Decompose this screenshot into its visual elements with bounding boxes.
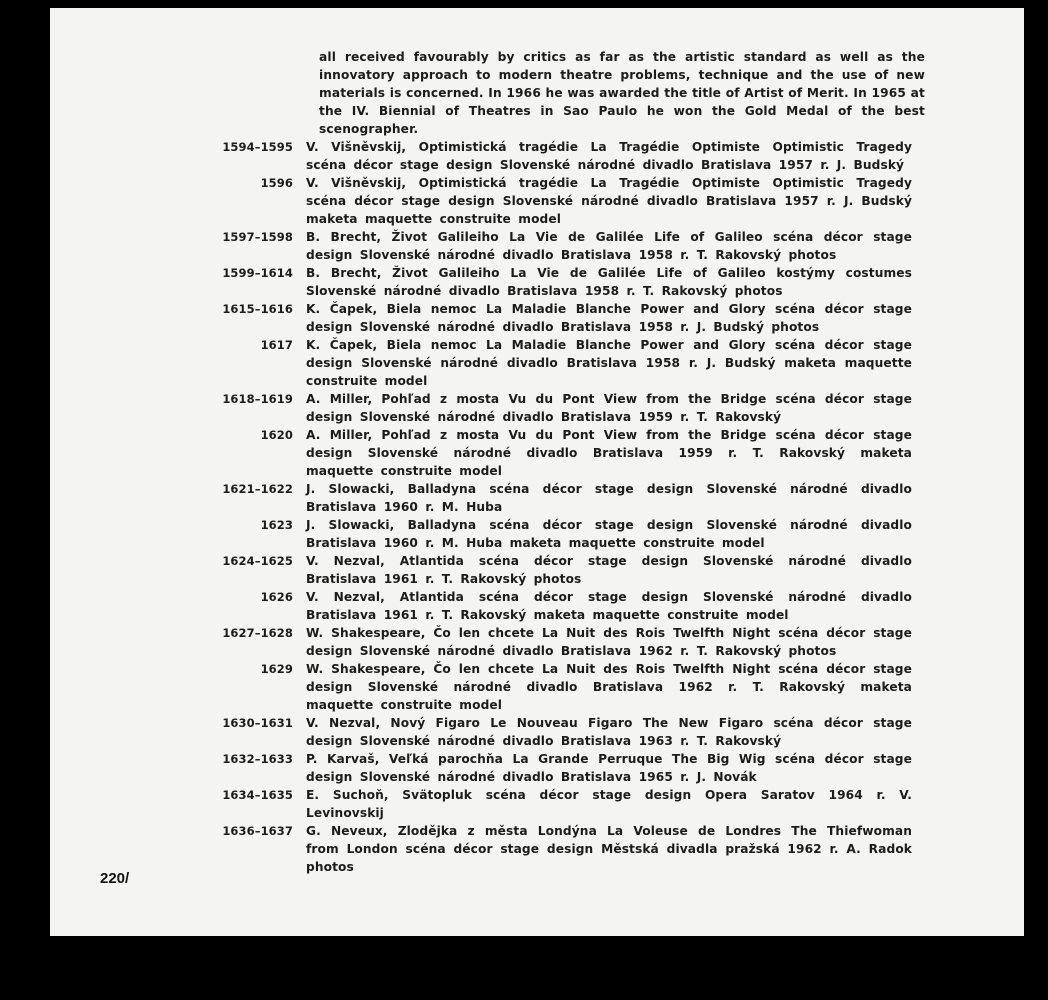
catalogue-entry: [50, 624, 1024, 660]
entry-text: A. Miller, Pohľad z mosta Vu du Pont View from the Bridge scéna décor stage design Slovenské národné divadlo Bratislava 1959 r. T. Rakovský maketa maquette construite model: [306, 428, 912, 478]
entry-number: 1626: [260, 590, 293, 604]
entry-number: 1596: [260, 176, 293, 190]
entry-number: 1630–1631: [222, 716, 293, 730]
catalogue-entry: [50, 174, 1024, 228]
catalogue-entry: [50, 516, 1024, 552]
page-number: 220/: [100, 870, 130, 887]
intro-paragraph: all received favourably by critics as far as the artistic standard as well as the innovatory approach to modern theatre problems, technique and the use of new materials is concerned. In 1966 he was awarded the title of Artist of Merit. In 1965 at the IV. Biennial of Theatres in Sao Paulo he won the Gold Medal of the best scenographer.: [319, 50, 925, 136]
entry-text: B. Brecht, Život Galileiho La Vie de Galilée Life of Galileo kostýmy costumes Slovenské národné divadlo Bratislava 1958 r. T. Rakovský photos: [306, 266, 912, 298]
entry-number: 1634–1635: [222, 788, 293, 802]
catalogue-entry: [50, 480, 1024, 516]
entry-number: 1627–1628: [222, 626, 293, 640]
entry-number: 1618–1619: [222, 392, 293, 406]
entry-number: 1599–1614: [222, 266, 293, 280]
entry-text: B. Brecht, Život Galileiho La Vie de Galilée Life of Galileo scéna décor stage design Slovenské národné divadlo Bratislava 1958 r. T. Rakovský photos: [306, 230, 912, 262]
entry-number: 1632–1633: [222, 752, 293, 766]
entry-number: 1615–1616: [222, 302, 293, 316]
entry-text: V. Višněvskij, Optimistická tragédie La Tragédie Optimiste Optimistic Tragedy scéna décor stage design Slovenské národné divadlo Bratislava 1957 r. J. Budský: [306, 140, 912, 172]
catalogue-entry: [50, 264, 1024, 300]
catalogue-entry: [50, 660, 1024, 714]
entry-number: 1636–1637: [222, 824, 293, 838]
catalogue-entry: [50, 786, 1024, 822]
entry-text: V. Nezval, Atlantida scéna décor stage design Slovenské národné divadlo Bratislava 1961 r. T. Rakovský maketa maquette construite model: [306, 590, 912, 622]
entry-number: 1597–1598: [222, 230, 293, 244]
entry-text: V. Višněvskij, Optimistická tragédie La Tragédie Optimiste Optimistic Tragedy scéna décor stage design Slovenské národné divadlo Bratislava 1957 r. J. Budský maketa maquette construite model: [306, 176, 912, 226]
catalogue-entry: [50, 750, 1024, 786]
entry-number: 1620: [260, 428, 293, 442]
entry-number: 1594–1595: [222, 140, 293, 154]
catalogue-entry: [50, 714, 1024, 750]
entry-number: 1617: [260, 338, 293, 352]
entry-text: V. Nezval, Nový Figaro Le Nouveau Figaro The New Figaro scéna décor stage design Slovenské národné divadlo Bratislava 1963 r. T. Rakovský: [306, 716, 912, 748]
entry-text: P. Karvaš, Veľká parochňa La Grande Perruque The Big Wig scéna décor stage design Slovenské národné divadlo Bratislava 1965 r. J. Novák: [306, 752, 912, 784]
entry-text: V. Nezval, Atlantida scéna décor stage design Slovenské národné divadlo Bratislava 1961 r. T. Rakovský photos: [306, 554, 912, 586]
catalogue-entry: [50, 138, 1024, 174]
catalogue-entry: [50, 300, 1024, 336]
entry-text: K. Čapek, Biela nemoc La Maladie Blanche Power and Glory scéna décor stage design Slovenské národné divadlo Bratislava 1958 r. J. Budský maketa maquette construite model: [306, 338, 912, 388]
entry-text: A. Miller, Pohľad z mosta Vu du Pont View from the Bridge scéna décor stage design Slovenské národné divadlo Bratislava 1959 r. T. Rakovský: [306, 392, 912, 424]
catalogue-entry: [50, 426, 1024, 480]
entry-text: K. Čapek, Biela nemoc La Maladie Blanche Power and Glory scéna décor stage design Slovenské národné divadlo Bratislava 1958 r. J. Budský photos: [306, 302, 912, 334]
catalogue-entry: [50, 336, 1024, 390]
entry-text: J. Slowacki, Balladyna scéna décor stage design Slovenské národné divadlo Bratislava 1960 r. M. Huba maketa maquette construite model: [306, 518, 912, 550]
entry-text: G. Neveux, Zlodějka z města Londýna La Voleuse de Londres The Thiefwoman from London scéna décor stage design Městská divadla pražská 1962 r. A. Radok photos: [306, 824, 912, 874]
entry-text: E. Suchoň, Svätopluk scéna décor stage design Opera Saratov 1964 r. V. Levinovskij: [306, 788, 912, 820]
book-page: [50, 8, 1024, 936]
entry-number: 1624–1625: [222, 554, 293, 568]
entry-text: W. Shakespeare, Čo len chcete La Nuit des Rois Twelfth Night scéna décor stage design Slovenské národné divadlo Bratislava 1962 r. T. Rakovský photos: [306, 626, 912, 658]
entry-number: 1623: [260, 518, 293, 532]
entry-text: W. Shakespeare, Čo len chcete La Nuit des Rois Twelfth Night scéna décor stage design Slovenské národné divadlo Bratislava 1962 r. T. Rakovský maketa maquette construite model: [306, 662, 912, 712]
catalogue-entry: [50, 552, 1024, 588]
entry-text: J. Slowacki, Balladyna scéna décor stage design Slovenské národné divadlo Bratislava 1960 r. M. Huba: [306, 482, 912, 514]
entry-number: 1621–1622: [222, 482, 293, 496]
catalogue-entry-list: [50, 138, 1024, 876]
catalogue-entry: [50, 228, 1024, 264]
catalogue-entry: [50, 390, 1024, 426]
catalogue-entry: [50, 822, 1024, 876]
catalogue-entry: [50, 588, 1024, 624]
entry-number: 1629: [260, 662, 293, 676]
